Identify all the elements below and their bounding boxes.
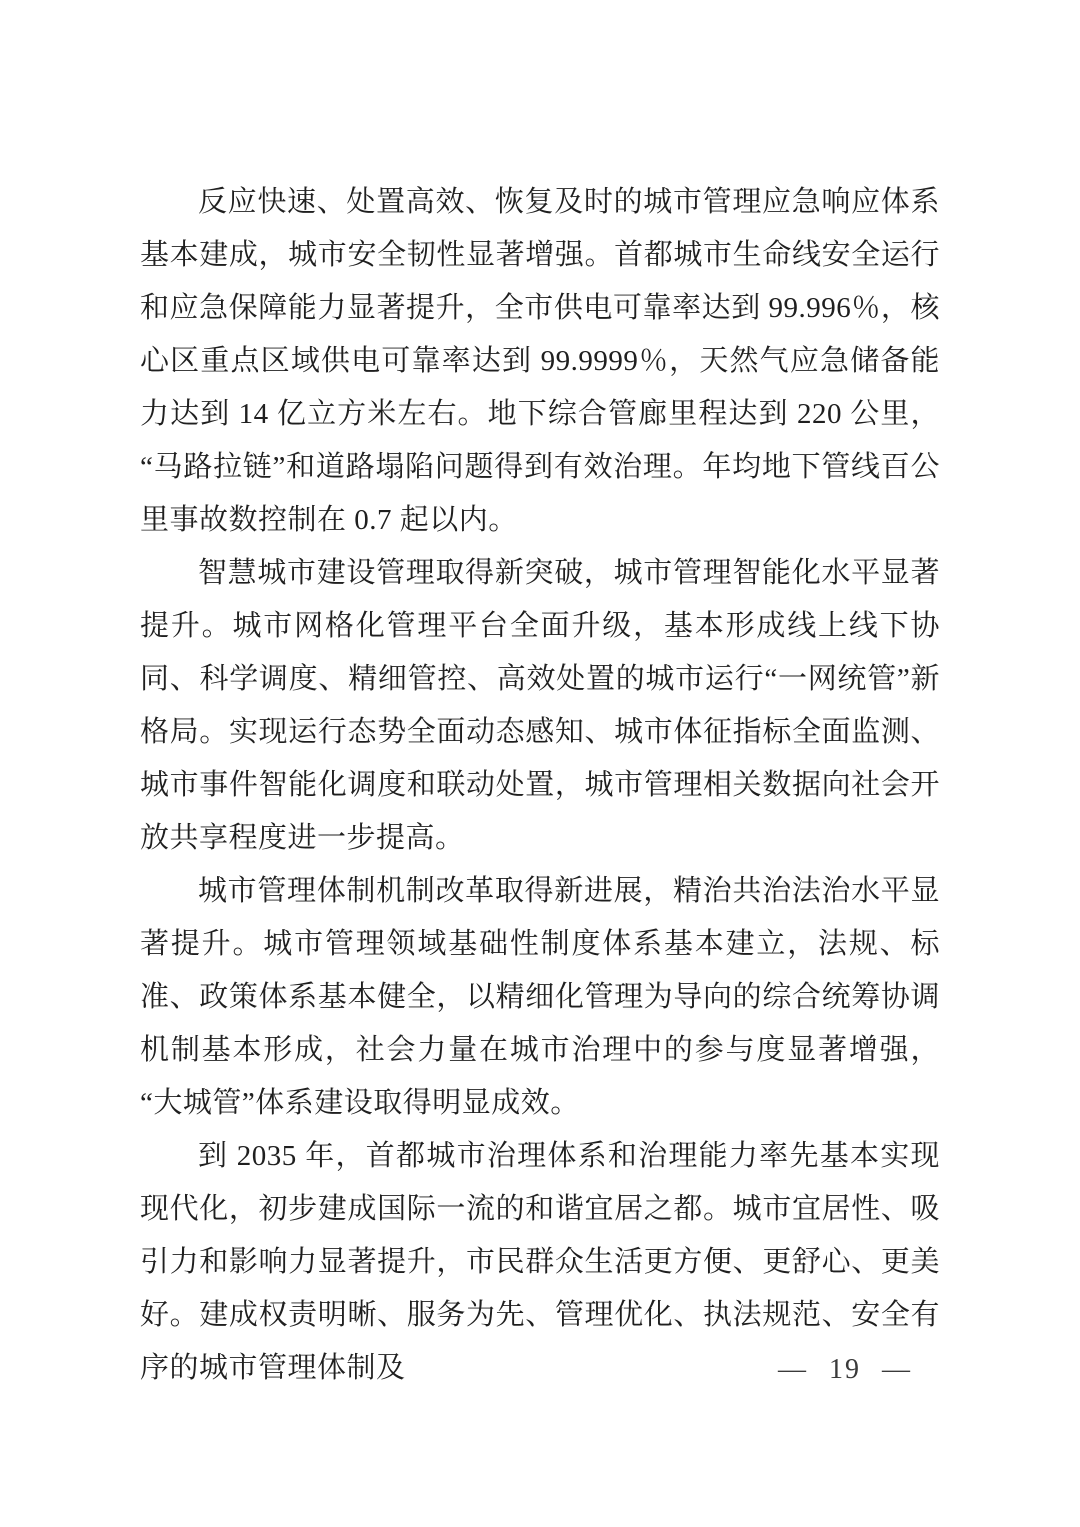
page-number: — 19 — [778,1354,912,1385]
paragraph-system-reform: 城市管理体制机制改革取得新进展，精治共治法治水平显著提升。城市管理领域基础性制度体系基本建立，法规、标准、政策体系基本健全，以精细化管理为导向的综合统筹协调机制基本形成，社会力量在城市治理中的参与度显著增强，“大城管”体系建设取得明显成效。 [140,875,940,1119]
document-body [140,176,940,1395]
paragraph-emergency-response: 反应快速、处置高效、恢复及时的城市管理应急响应体系基本建成，城市安全韧性显著增强。首都城市生命线安全运行和应急保障能力显著提升，全市供电可靠率达到 99.996％，核心区重点区域供电可靠率达到 99.9999％，天然气应急储备能力达到 14 亿立方米左右。地下综合管廊里程达到 220 公里，“马路拉链”和道路塌陷问题得到有效治理。年均地下管线百公里事故数控制在 0.7 起以内。 [140,186,940,536]
paragraph-2035-goals: 到 2035 年，首都城市治理体系和治理能力率先基本实现现代化，初步建成国际一流的和谐宜居之都。城市宜居性、吸引力和影响力显著提升，市民群众生活更方便、更舒心、更美好。建成权责明晰、服务为先、管理优化、执法规范、安全有序的城市管理体制及 [140,1140,940,1384]
paragraph-smart-city: 智慧城市建设管理取得新突破，城市管理智能化水平显著提升。城市网格化管理平台全面升级，基本形成线上线下协同、科学调度、精细管控、高效处置的城市运行“一网统管”新格局。实现运行态势全面动态感知、城市体征指标全面监测、城市事件智能化调度和联动处置，城市管理相关数据向社会开放共享程度进一步提高。 [140,557,940,854]
page-footer [0,1352,1080,1392]
